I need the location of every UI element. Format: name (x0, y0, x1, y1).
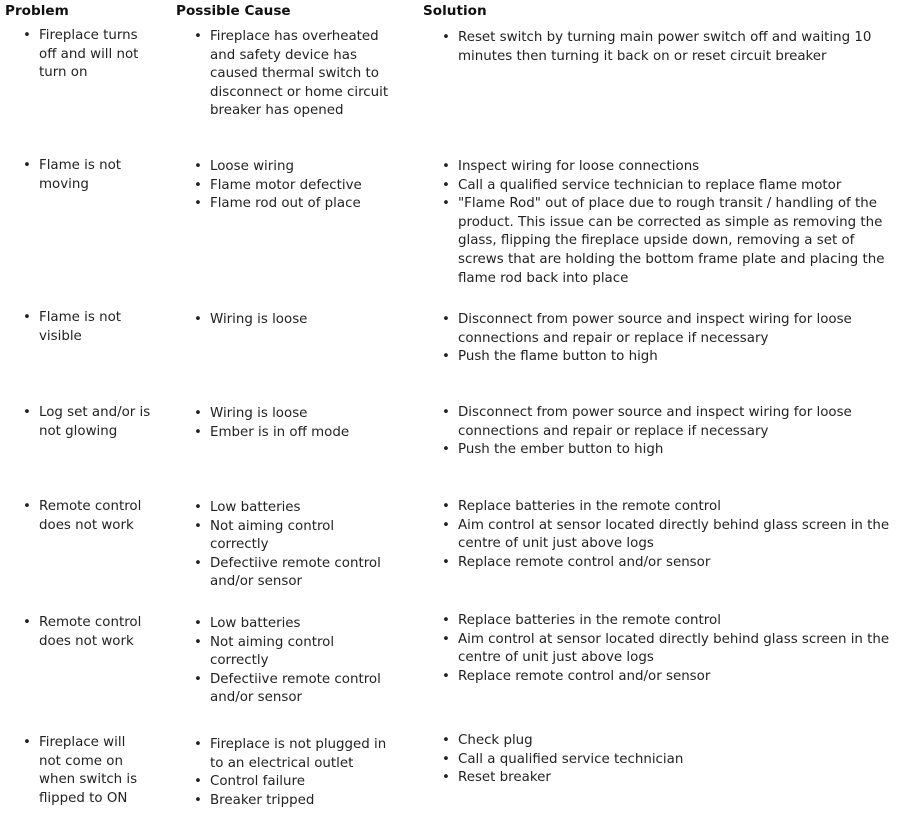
cause-item: • Wiring is loose (194, 405, 394, 424)
cause-item: • Fireplace has overheated and safety device has caused thermal switch to disconnect or home circuit breaker has opened (194, 28, 394, 121)
row-6-solutions (442, 612, 904, 686)
row-1-causes (194, 28, 394, 121)
solution-item: • Replace batteries in the remote control (442, 498, 904, 517)
row-3-causes (194, 311, 394, 330)
cause-item: • Wiring is loose (194, 311, 394, 330)
header-solution: Solution (423, 3, 487, 19)
cause-item: • Flame motor defective (194, 177, 394, 196)
row-5-causes (194, 499, 394, 592)
problem-item: • Fireplace turns off and will not turn on (23, 27, 151, 83)
solution-item: • Inspect wiring for loose connections (442, 158, 904, 177)
solution-item: • Push the ember button to high (442, 441, 904, 460)
row-2-causes (194, 158, 394, 214)
problem-item: • Flame is not visible (23, 309, 151, 346)
row-1-solutions (442, 29, 904, 66)
problem-item: • Fireplace will not come on when switch is flipped to ON (23, 734, 151, 808)
problem-item: • Remote control does not work (23, 498, 151, 535)
row-7-solutions (442, 732, 904, 788)
solution-item: • Disconnect from power source and inspect wiring for loose connections and repair or replace if necessary (442, 311, 904, 348)
cause-item: • Defectiive remote control and/or sensor (194, 555, 394, 592)
row-5-problem (23, 498, 151, 535)
cause-item: • Ember is in off mode (194, 424, 394, 443)
row-5-solutions (442, 498, 904, 572)
row-4-problem (23, 404, 151, 441)
solution-item: • Call a qualified service technician to replace flame motor (442, 177, 904, 196)
problem-item: • Remote control does not work (23, 614, 151, 651)
row-2-problem (23, 157, 151, 194)
row-7-causes (194, 736, 394, 810)
cause-item: • Not aiming control correctly (194, 634, 394, 671)
solution-item: • Check plug (442, 732, 904, 751)
solution-item: • Aim control at sensor located directly behind glass screen in the centre of unit just above logs (442, 631, 904, 668)
solution-item: • Call a qualified service technician (442, 751, 904, 770)
solution-item: • Disconnect from power source and inspect wiring for loose connections and repair or replace if necessary (442, 404, 904, 441)
solution-item: • Replace batteries in the remote control (442, 612, 904, 631)
row-6-problem (23, 614, 151, 651)
cause-item: • Fireplace is not plugged in to an electrical outlet (194, 736, 394, 773)
row-2-solutions (442, 158, 904, 288)
row-7-problem (23, 734, 151, 808)
problem-item: • Log set and/or is not glowing (23, 404, 151, 441)
cause-item: • Control failure (194, 773, 394, 792)
cause-item: • Breaker tripped (194, 792, 394, 811)
row-4-solutions (442, 404, 904, 460)
cause-item: • Defectiive remote control and/or sensor (194, 671, 394, 708)
solution-item: • Aim control at sensor located directly behind glass screen in the centre of unit just above logs (442, 517, 904, 554)
cause-item: • Flame rod out of place (194, 195, 394, 214)
row-4-causes (194, 405, 394, 442)
cause-item: • Loose wiring (194, 158, 394, 177)
row-3-problem (23, 309, 151, 346)
solution-item: • Reset switch by turning main power switch off and waiting 10 minutes then turning it back on or reset circuit breaker (442, 29, 904, 66)
cause-item: • Low batteries (194, 499, 394, 518)
row-3-solutions (442, 311, 904, 367)
solution-item: • Replace remote control and/or sensor (442, 554, 904, 573)
solution-item: • "Flame Rod" out of place due to rough transit / handling of the product. This issue can be corrected as simple as removing the glass, flipping the fireplace upside down, removing a set of screws that are holding the bottom frame plate and placing the flame rod back into place (442, 195, 904, 288)
row-1-problem (23, 27, 151, 83)
solution-item: • Replace remote control and/or sensor (442, 668, 904, 687)
solution-item: • Push the flame button to high (442, 348, 904, 367)
cause-item: • Not aiming control correctly (194, 518, 394, 555)
problem-item: • Flame is not moving (23, 157, 151, 194)
header-problem: Problem (5, 3, 69, 19)
cause-item: • Low batteries (194, 615, 394, 634)
solution-item: • Reset breaker (442, 769, 904, 788)
row-6-causes (194, 615, 394, 708)
header-possible-cause: Possible Cause (176, 3, 291, 19)
